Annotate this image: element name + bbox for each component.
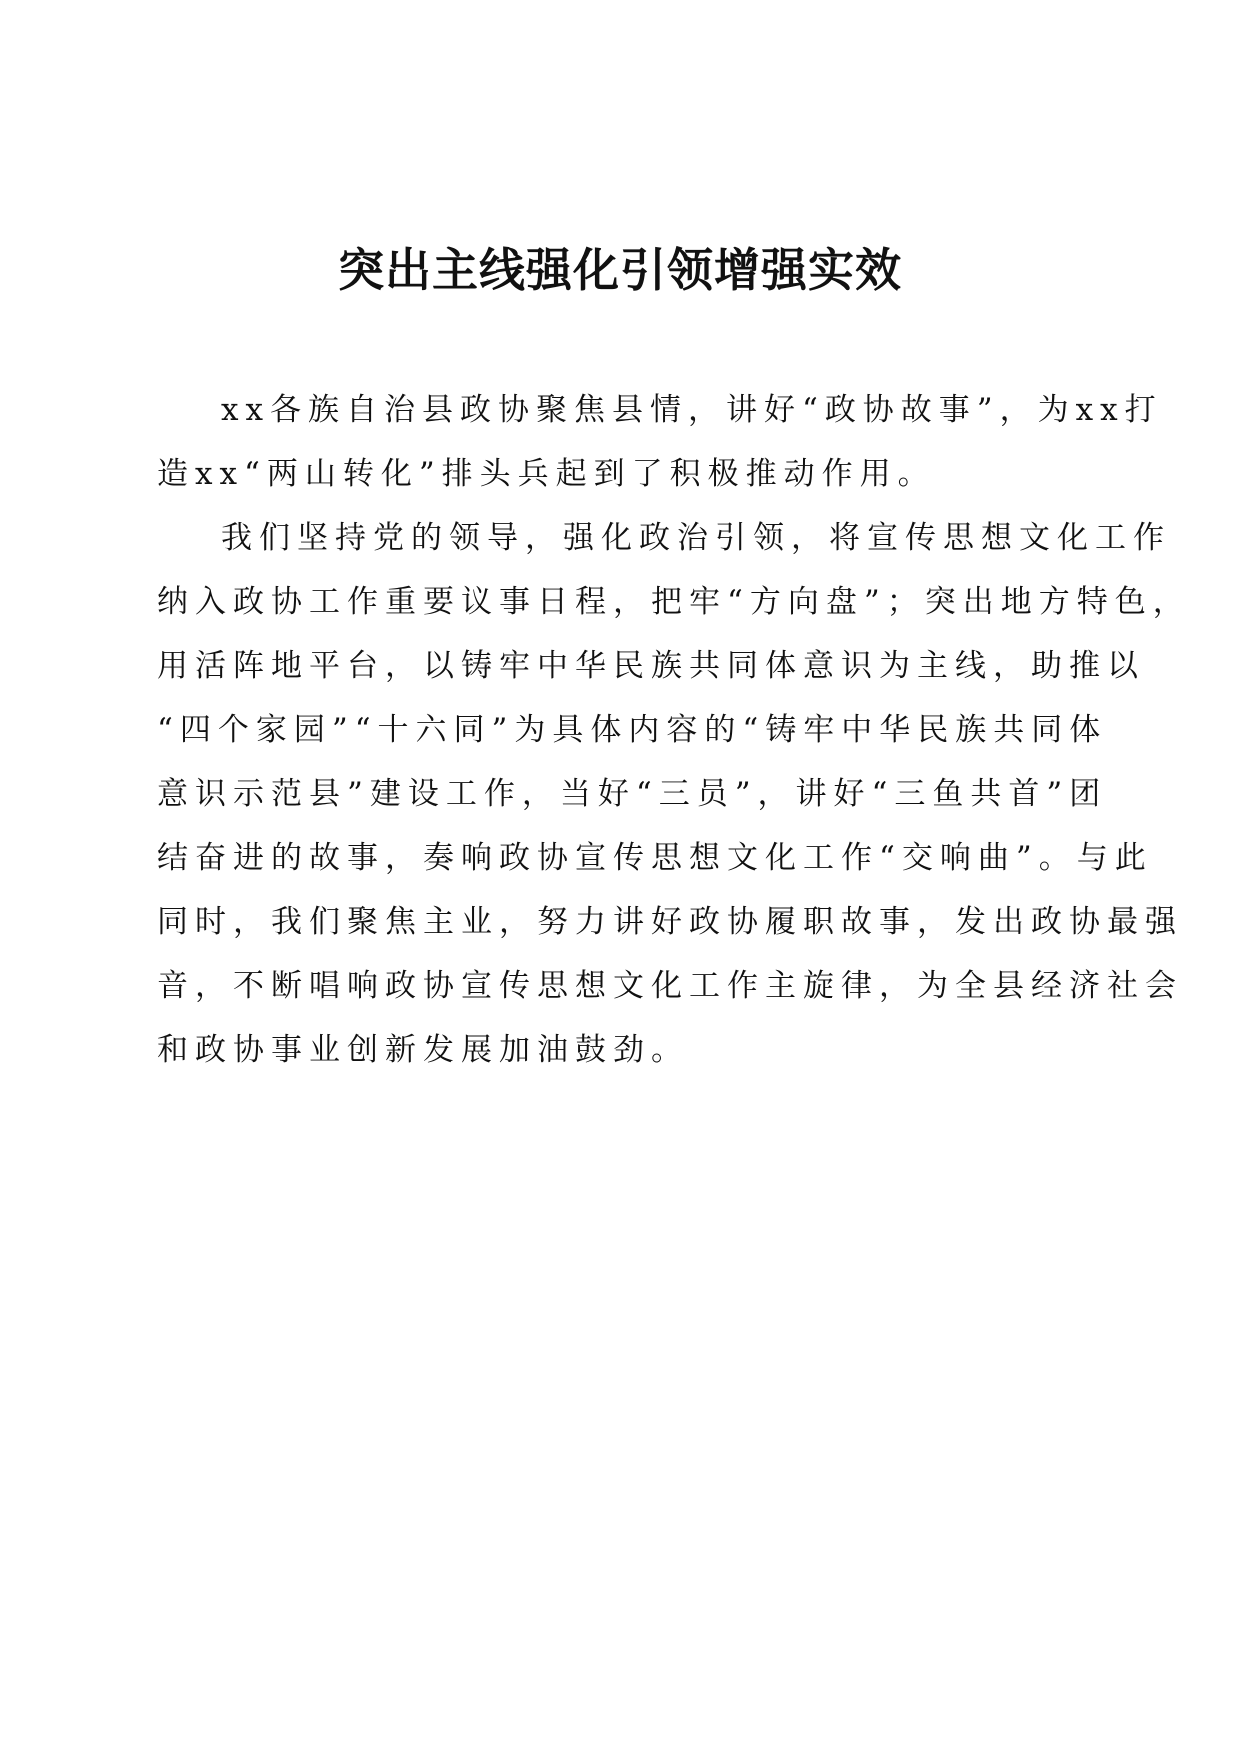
paragraph-2-line-6: 结奋进的故事，奏响政协宣传思想文化工作“交响曲”。与此 [157,840,1153,876]
document-body [157,378,1191,1082]
paragraph-2-line-2: 纳入政协工作重要议事日程，把牢“方向盘”；突出地方特色， [157,584,1191,620]
document-title: 突出主线强化引领增强实效 [338,243,902,297]
paragraph-2-line-3: 用活阵地平台，以铸牢中华民族共同体意识为主线，助推以 [157,648,1145,684]
paragraph-2-line-4: “四个家园”“十六同”为具体内容的“铸牢中华民族共同体 [157,712,1108,748]
paragraph-2-line-7: 同时，我们聚焦主业，努力讲好政协履职故事，发出政协最强 [157,904,1183,940]
paragraph-2-line-1: 我们坚持党的领导，强化政治引领，将宣传思想文化工作 [221,520,1171,556]
paragraph-1-line-1: xx各族自治县政协聚焦县情，讲好“政协故事”，为xx打 [221,392,1163,428]
paragraph-2-line-8: 音，不断唱响政协宣传思想文化工作主旋律，为全县经济社会 [157,968,1183,1004]
paragraph-2-line-5: 意识示范县”建设工作，当好“三员”，讲好“三鱼共首”团 [157,776,1108,812]
paragraph-2 [157,506,1191,1082]
paragraph-2-line-9: 和政协事业创新发展加油鼓劲。 [157,1032,689,1068]
paragraph-1-line-2: 造xx“两山转化”排头兵起到了积极推动作用。 [157,456,936,492]
paragraph-1 [157,378,1163,506]
